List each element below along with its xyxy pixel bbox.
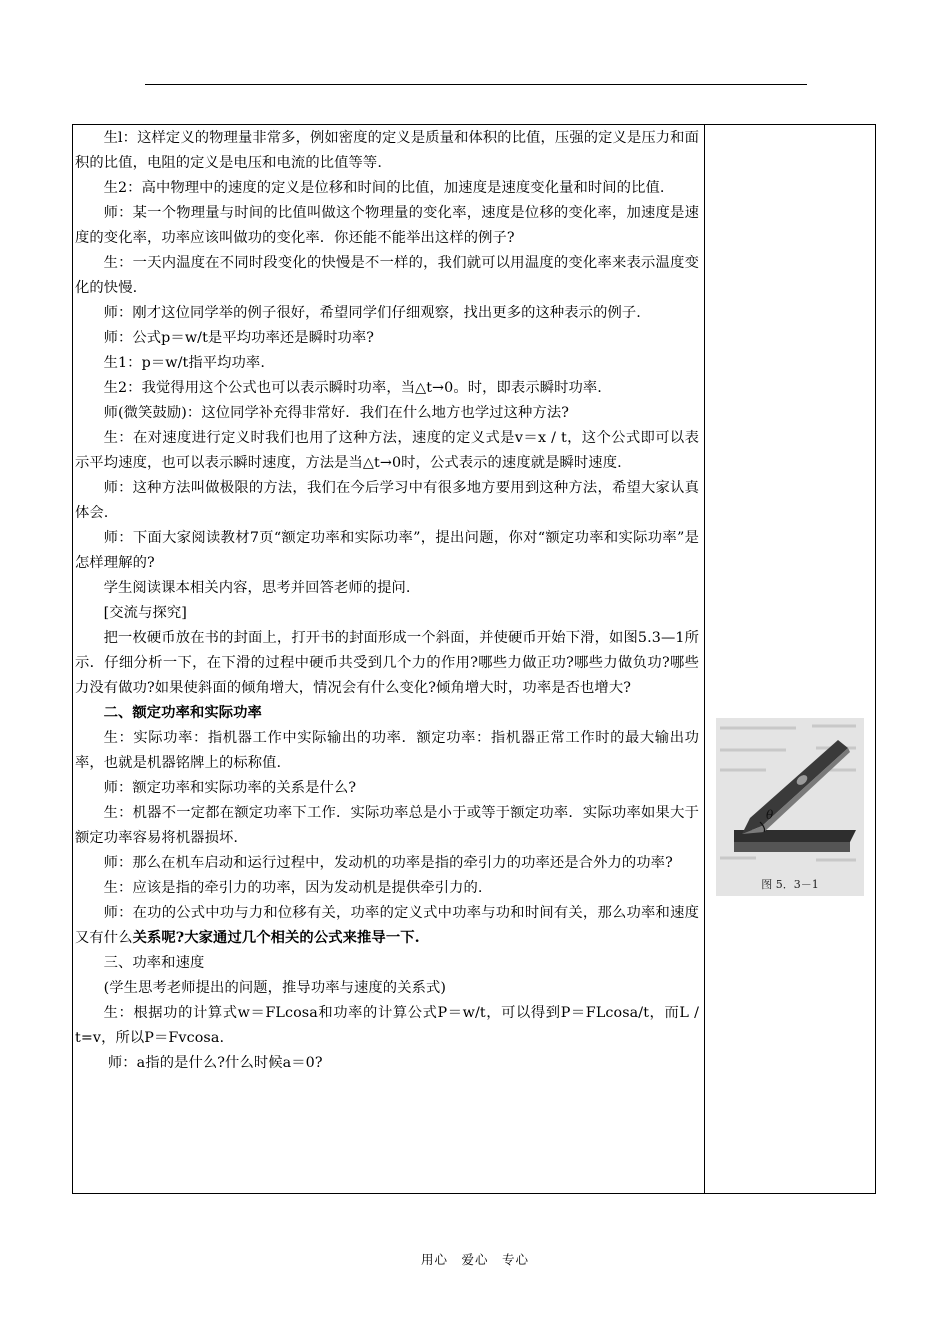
paragraph: 师：公式p＝w/t是平均功率还是瞬时功率? — [103, 330, 375, 346]
figure-illustration — [716, 718, 864, 896]
section-heading: 二、额定功率和实际功率 — [103, 705, 262, 721]
paragraph: 生：一天内温度在不同时段变化的快慢是不一样的，我们就可以用温度的变化率来表示温度变化的快慢. — [75, 255, 699, 296]
paragraph: 生：应该是指的牵引力的功率，因为发动机是提供牵引力的. — [103, 880, 483, 896]
paragraph: 生l：这样定义的物理量非常多，例如密度的定义是质量和体积的比值，压强的定义是压力和面积的比值，电阻的定义是电压和电流的比值等等. — [75, 130, 699, 171]
figure-inclined-book — [716, 718, 864, 896]
paragraph: 生2：高中物理中的速度的定义是位移和时间的比值，加速度是速度变化量和时间的比值. — [103, 180, 665, 196]
paragraph: 把一枚硬币放在书的封面上，打开书的封面形成一个斜面，并使硬币开始下滑，如图5.3—1所示．仔细分析一下，在下滑的过程中硬币共受到几个力的作用?哪些力做正功?哪些力做负功?哪些力没有做功?如果使斜面的倾角增大，情况会有什么变化?倾角增大时，功率是否也增大? — [75, 630, 699, 696]
paragraph: 生：机器不一定都在额定功率下工作．实际功率总是小于或等于额定功率．实际功率如果大于额定功率容易将机器损坏. — [75, 805, 699, 846]
paragraph: 学生阅读课本相关内容，思考并回答老师的提问. — [103, 580, 411, 596]
paragraph: 生：根据功的计算式w＝FLcosa和功率的计算公式P＝w/t，可以得到P＝FLcosa/t，而L / t=v，所以P＝Fvcosa. — [75, 1005, 699, 1046]
paragraph: 师：下面大家阅读教材7页“额定功率和实际功率”，提出问题，你对“额定功率和实际功率”是怎样理解的? — [75, 530, 699, 571]
lesson-table — [72, 124, 876, 1194]
paragraph: 师：a指的是什么?什么时候a＝0? — [107, 1055, 323, 1071]
header-rule — [145, 84, 807, 85]
paragraph: 生：在对速度进行定义时我们也用了这种方法，速度的定义式是v＝x / t，这个公式即可以表示平均速度，也可以表示瞬时速度，方法是当△t→0时，公式表示的速度就是瞬时速度. — [75, 430, 699, 471]
paragraph: 师：额定功率和实际功率的关系是什么? — [103, 780, 357, 796]
paragraph: 生1：p＝w/t指平均功率. — [103, 355, 265, 371]
paragraph: [交流与探究] — [103, 605, 187, 621]
paragraph-mixed — [75, 901, 699, 951]
lesson-text-column — [75, 126, 699, 1076]
paragraph: (学生思考老师提出的问题，推导功率与速度的关系式) — [103, 980, 447, 996]
paragraph: 师：刚才这位同学举的例子很好，希望同学们仔细观察，找出更多的这种表示的例子. — [103, 305, 641, 321]
paragraph-normal-part: 师：在功的公式中功与力和位移有关，功率的定义式中功率与功和时间有关，那么功率和速度又有什么 — [75, 905, 699, 946]
paragraph: 生2：我觉得用这个公式也可以表示瞬时功率，当△t→0。时，即表示瞬时功率. — [103, 380, 602, 396]
page-footer: 用心 爱心 专心 — [420, 1252, 529, 1267]
paragraph-bold-part: 关系呢?大家通过几个相关的公式来推导一下. — [132, 930, 420, 946]
section-heading: 三、功率和速度 — [103, 955, 205, 971]
paragraph: 师：某一个物理量与时间的比值叫做这个物理量的变化率，速度是位移的变化率，加速度是速度的变化率，功率应该叫做功的变化率．你还能不能举出这样的例子? — [75, 205, 699, 246]
figure-angle-label: θ — [766, 808, 774, 822]
paragraph: 生：实际功率：指机器工作中实际输出的功率．额定功率：指机器正常工作时的最大输出功率，也就是机器铭牌上的标称值. — [75, 730, 699, 771]
paragraph: 师：这种方法叫做极限的方法，我们在今后学习中有很多地方要用到这种方法，希望大家认真体会. — [75, 480, 699, 521]
column-divider — [704, 125, 705, 1193]
paragraph: 师：那么在机车启动和运行过程中，发动机的功率是指的牵引力的功率还是合外力的功率? — [103, 855, 673, 871]
paragraph: 师(微笑鼓励)：这位同学补充得非常好．我们在什么地方也学过这种方法? — [103, 405, 570, 421]
figure-caption: 图 5．3－1 — [761, 878, 819, 891]
